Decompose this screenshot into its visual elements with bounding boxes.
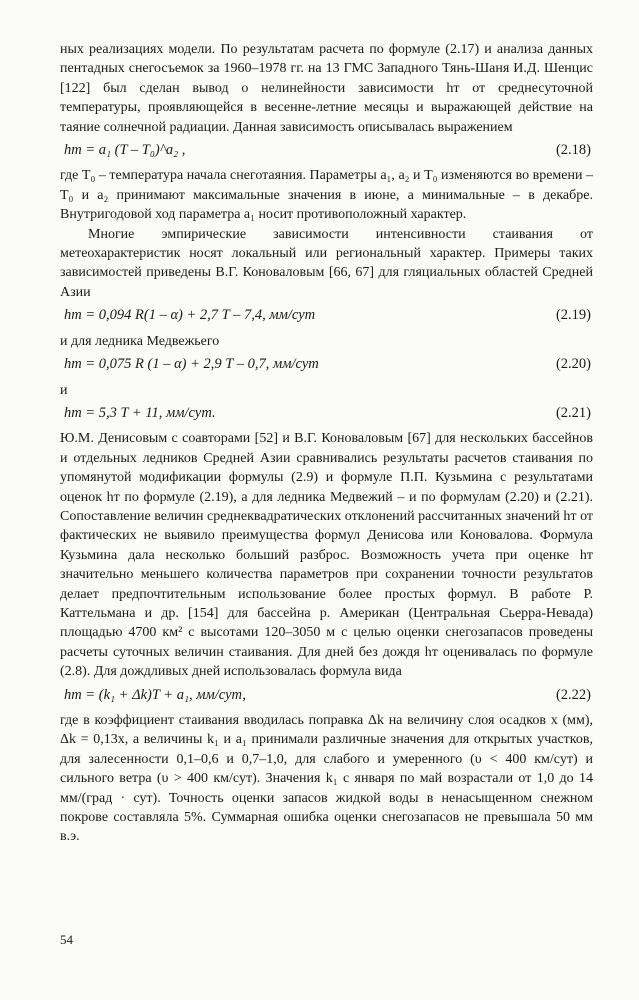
formula-number: (2.21) [555,404,591,421]
formula-number: (2.19) [555,307,591,324]
paragraph-1: ных реализациях модели. По результатам расчета по формуле (2.17) и анализа данных пентадных снегосъемок за 1960–1978 гг. на 13 ГМС Западного Тянь-Шаня И.Д. Шенцис [122] был сделан вывод о нелинейности зависимости hт от среднесуточной температуры, проявляющейся в весенне-летние месяцы и выражающей действие на таяние солнечной радиации. Данная зависимость описывалась выражением [60,42,593,135]
formula-2-18 [60,141,593,160]
paragraph-4: и для ледника Медвежьего [60,333,220,349]
paragraph-2: где T₀ – температура начала снеготаяния. Параметры a₁, a₂ и T₀ изменяются во времени – T₀ и a₂ принимают максимальные значения в июне, а минимальные – в декабре. Внутригодовой ход параметра a₁ носит противоположный характер. [60,168,593,223]
formula-number: (2.18) [555,142,591,159]
formula-2-20 [60,355,593,374]
formula-expression: hт = 0,075 R (1 – α) + 2,9 T – 0,7, мм/сут [64,356,319,373]
formula-2-19 [60,306,593,325]
paragraph-5: и [60,382,68,398]
formula-2-21 [60,404,593,423]
paragraph-3: Многие эмпирические зависимости интенсивности стаивания от метеохарактеристик носят локальный или региональный характер. Примеры таких зависимостей приведены В.Г. Коноваловым [66, 67] для гляциальных областей Средней Азии [60,226,593,300]
paragraph-7: где в коэффициент стаивания вводилась поправка Δk на величину слоя осадков x (мм), Δk = 0,13x, а величины k₁ и a₁ принимали различные значения для открытых участков, для залесенности 0,1–0,6 и 0,7–1,0, для слабого и умеренного (υ < 400 км/сут) и сильного ветра (υ > 400 км/сут). Значения k₁ с января по май возрастали от 1,0 до 14 мм/(град · сут). Точность оценки запасов жидкой воды в ненасыщенном снежном покрове составляла 5%. Суммарная ошибка оценки снегозапасов не превышала 50 мм в.э. [60,713,593,845]
formula-number: (2.22) [555,686,591,703]
formula-number: (2.20) [555,356,591,373]
formula-expression: hт = 5,3 T + 11, мм/сут. [64,404,216,421]
paragraph-6: Ю.М. Денисовым с соавторами [52] и В.Г. Коноваловым [67] для нескольких бассейнов и отдельных ледников Средней Азии сравнивались результаты расчетов стаивания по упомянутой модификации формулы (2.9) и формуле П.П. Кузьмина с результатами оценок hт по формуле (2.19), а для ледника Медвежий – и по формулам (2.20) и (2.21). Сопоставление величин среднеквадратических отклонений рассчитанных значений hт от фактических не выявило преимущества формул Денисова или Коновалова. Формула Кузьмина дала несколько больший разброс. Возможность учета при оценке hт значительно меньшего количества параметров при сохранении точности результатов делает предпочтительным использование более простых формул. В работе Р. Каттельмана и др. [154] для бассейна р. Американ (Центральная Сьерра-Невада) площадью 4700 км² с высотами 120–3050 м с целью оценки снегозапасов проведены расчеты суточных величин стаивания. Для дней без дождя hт оценивалась по формуле (2.8). Для дождливых дней использовалась формула вида [60,431,593,680]
page-number: 54 [60,932,73,947]
formula-2-22 [60,686,593,705]
formula-expression: hт = a₁ (T – T₀)^a₂ , [64,142,186,159]
formula-expression: hт = 0,094 R(1 – α) + 2,7 T – 7,4, мм/сут [64,307,316,324]
formula-expression: hт = (k₁ + Δk)T + a₁, мм/сут, [64,686,247,703]
text-column [60,40,593,847]
